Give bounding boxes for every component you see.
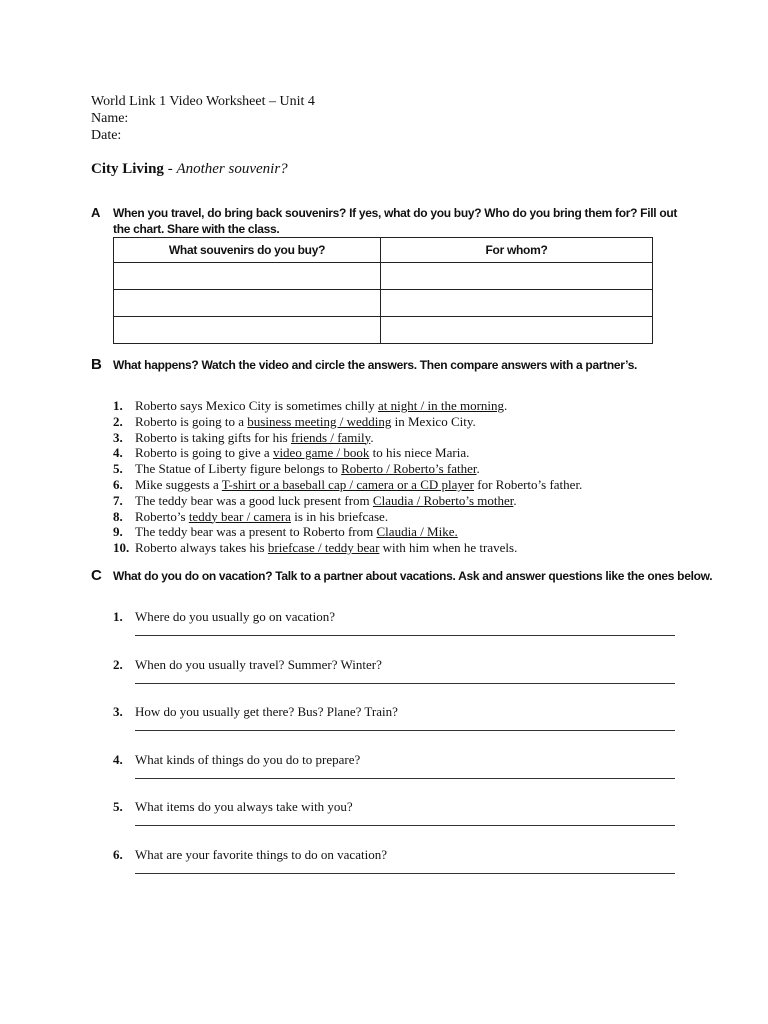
item-number: 2. (113, 413, 123, 429)
list-item (113, 477, 582, 493)
worksheet-title-line: World Link 1 Video Worksheet – Unit 4 (91, 94, 315, 109)
section-a-text: When you travel, do bring back souvenirs? If yes, what do you buy? Who do you bring them for? Fill out the chart. Share with the class. (113, 206, 678, 236)
answer-choices[interactable]: T-shirt or a baseball cap / camera or a CD player (221, 476, 474, 492)
worksheet-header (91, 93, 315, 144)
section-c-instructions (91, 567, 712, 584)
item-text-end: for Roberto’s father. (474, 476, 583, 492)
question-item (113, 704, 398, 752)
answer-choices[interactable]: business meeting / wedding (247, 413, 392, 429)
lesson-title-sep: - (163, 161, 177, 177)
item-text-end: . (504, 398, 508, 413)
lesson-title (91, 161, 288, 178)
section-b-text: What happens? Watch the video and circle the answers. Then compare answers with a partner’s. (113, 358, 638, 372)
item-number: 5. (113, 461, 123, 477)
answer-line[interactable] (135, 683, 675, 684)
list-item (113, 461, 582, 477)
question-item (113, 609, 398, 657)
answer-choices[interactable]: friends / family (291, 429, 371, 445)
question-number: 6. (113, 846, 123, 862)
answer-line[interactable] (135, 730, 675, 731)
question (113, 847, 398, 863)
question-item (113, 657, 398, 705)
list-item (113, 445, 582, 461)
item-text-end: in Mexico City. (391, 413, 476, 429)
answer-line[interactable] (135, 873, 675, 874)
answer-choices[interactable]: Roberto / Roberto’s father (341, 461, 477, 477)
section-c-text: What do you do on vacation? Talk to a partner about vacations. Ask and answer questions like the ones below. (113, 569, 713, 583)
question-text: Where do you usually go on vacation? (135, 609, 335, 624)
section-a-instructions (91, 205, 691, 237)
item-text: Roberto always takes his (135, 540, 268, 556)
item-text-end: to his niece Maria. (369, 445, 470, 461)
item-number: 3. (113, 429, 123, 445)
chart-row (114, 290, 653, 317)
name-label: Name: (91, 111, 129, 126)
section-b-instructions (91, 356, 637, 373)
item-number: 8. (113, 508, 123, 524)
question-number: 5. (113, 799, 123, 814)
answer-line[interactable] (135, 825, 675, 826)
question (113, 657, 398, 673)
item-text: The teddy bear was a present to Roberto from (135, 524, 377, 540)
section-a-letter: A (91, 205, 101, 220)
list-item (113, 414, 582, 430)
question-text: What items do you always take with you? (135, 799, 353, 814)
question-text: What kinds of things do you do to prepare? (135, 751, 361, 767)
item-text: Roberto’s (135, 508, 189, 524)
list-item (113, 493, 582, 509)
chart-cell-souvenir[interactable] (114, 317, 381, 344)
item-text: Mike suggests a (135, 476, 222, 492)
item-number: 4. (113, 445, 123, 461)
list-item (113, 509, 582, 525)
list-item (113, 398, 582, 414)
item-number: 9. (113, 524, 123, 540)
answer-line[interactable] (135, 635, 675, 636)
item-text-end: . (513, 492, 517, 508)
list-item (113, 430, 582, 446)
chart-header-souvenirs: What souvenirs do you buy? (114, 238, 381, 263)
chart-row (114, 317, 653, 344)
answer-choices[interactable]: at night / in the morning (378, 398, 505, 413)
section-c-letter: C (91, 567, 102, 584)
chart-cell-souvenir[interactable] (114, 290, 381, 317)
answer-choices[interactable]: Claudia / Roberto’s mother (372, 492, 514, 508)
item-text: Roberto is taking gifts for his (135, 429, 291, 445)
question-text: How do you usually get there? Bus? Plane? Train? (135, 704, 398, 719)
item-text-end: . (370, 429, 374, 445)
item-text-end: is in his briefcase. (290, 508, 389, 524)
list-item (113, 524, 582, 540)
chart-header-for-whom: For whom? (381, 238, 653, 263)
item-text-end: with him when he travels. (379, 540, 518, 556)
question-number: 2. (113, 656, 123, 672)
answer-choices[interactable]: teddy bear / camera (188, 508, 291, 524)
answer-choices[interactable]: Claudia / Mike. (376, 524, 458, 540)
item-number: 1. (113, 398, 123, 413)
chart-row (114, 263, 653, 290)
question-item (113, 752, 398, 800)
question (113, 609, 398, 625)
list-item (113, 540, 582, 556)
chart-cell-for-whom[interactable] (381, 317, 653, 344)
lesson-title-italic: Another souvenir? (176, 161, 288, 177)
lesson-title-bold: City Living (91, 161, 164, 177)
item-text: Roberto is going to give a (135, 445, 273, 461)
answer-line[interactable] (135, 778, 675, 779)
question (113, 799, 398, 815)
souvenir-chart (113, 237, 653, 344)
chart-cell-for-whom[interactable] (381, 290, 653, 317)
question-number: 1. (113, 609, 123, 624)
question-item (113, 799, 398, 847)
item-number: 10. (113, 540, 130, 556)
item-text: Roberto is going to a (135, 413, 248, 429)
chart-cell-for-whom[interactable] (381, 263, 653, 290)
section-b-letter: B (91, 356, 102, 373)
item-text: The Statue of Liberty figure belongs to (135, 461, 342, 477)
item-number: 7. (113, 492, 123, 508)
item-text: The teddy bear was a good luck present from (135, 492, 373, 508)
question-number: 3. (113, 704, 123, 719)
item-text-end: . (476, 461, 480, 477)
answer-choices[interactable]: briefcase / teddy bear (267, 540, 380, 556)
question (113, 752, 398, 768)
answer-choices[interactable]: video game / book (272, 445, 370, 461)
question (113, 704, 398, 720)
question-text: What are your favorite things to do on vacation? (135, 846, 387, 862)
question-number: 4. (113, 751, 123, 767)
item-number: 6. (113, 476, 123, 492)
chart-cell-souvenir[interactable] (114, 263, 381, 290)
section-b-list (113, 398, 582, 556)
question-text: When do you usually travel? Summer? Winter? (135, 656, 382, 672)
date-label: Date: (91, 128, 122, 143)
section-c-list (113, 609, 398, 894)
item-text: Roberto says Mexico City is sometimes chilly (135, 398, 379, 413)
question-item (113, 847, 398, 895)
